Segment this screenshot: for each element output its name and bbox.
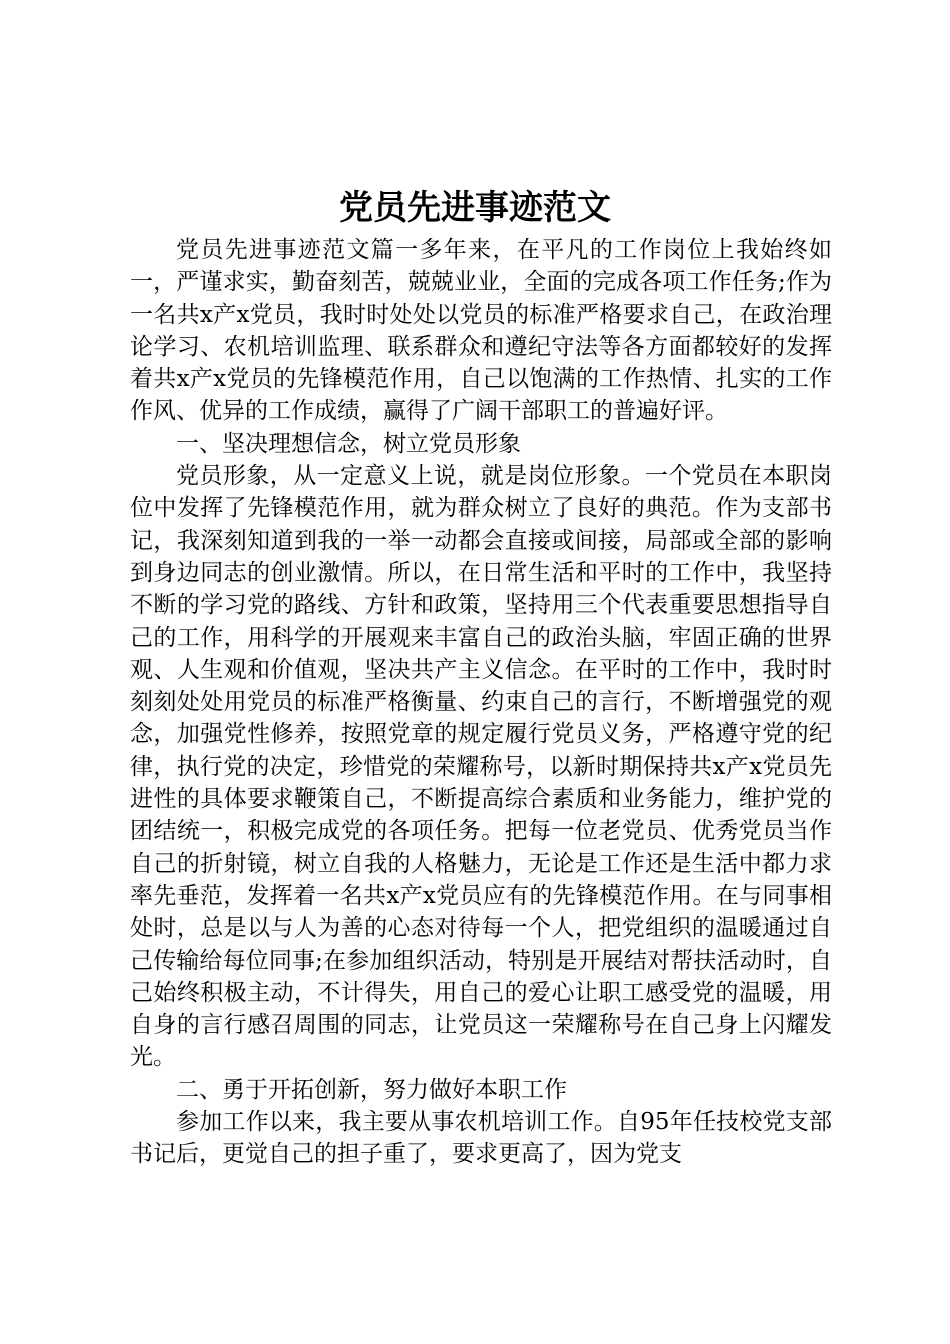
paragraph-section-1: 党员形象，从一定意义上说，就是岗位形象。一个党员在本职岗位中发挥了先锋模范作用，就为群众树立了良好的典范。作为支部书记，我深刻知道到我的一举一动都会直接或间接，局部或全部的影响到身边同志的创业激情。所以，在日常生活和平时的工作中，我坚持不断的学习党的路线、方针和政策，坚持用三个代表重要思想指导自己的工作，用科学的开展观来丰富自己的政治头脑，牢固正确的世界观、人生观和价值观，坚决共产主义信念。在平时的工作中，我时时刻刻处处用党员的标准严格衡量、约束自己的言行，不断增强党的观念，加强党性修养，按照党章的规定履行党员义务，严格遵守党的纪律，执行党的决定，珍惜党的荣耀称号，以新时期保持共x产x党员先进性的具体要求鞭策自己，不断提高综合素质和业务能力，维护党的团结统一，积极完成党的各项任务。把每一位老党员、优秀党员当作自己的折射镜，树立自我的人格魅力，无论是工作还是生活中都力求率先垂范，发挥着一名共x产x党员应有的先锋模范作用。在与同事相处时，总是以与人为善的心态对待每一个人，把党组织的温暖通过自己传输给每位同事;在参加组织活动，特别是开展结对帮扶活动时，自己始终积极主动，不计得失，用自己的爱心让职工感受党的温暖，用自身的言行感召周围的同志，让党员这一荣耀称号在自己身上闪耀发光。 [130,463,832,1071]
paragraph-intro: 党员先进事迹范文篇一多年来，在平凡的工作岗位上我始终如一，严谨求实，勤奋刻苦，兢兢业业，全面的完成各项工作任务;作为一名共x产x党员，我时时处处以党员的标准严格要求自己，在政治理论学习、农机培训监理、联系群众和遵纪守法等各方面都较好的发挥着共x产x党员的先锋模范作用，自己以饱满的工作热情、扎实的工作作风、优异的工作成绩，赢得了广阔干部职工的普遍好评。 [130,237,832,425]
document-title: 党员先进事迹范文 [339,188,611,228]
paragraph-section-2: 参加工作以来，我主要从事农机培训工作。自95年任技校党支部书记后，更觉自己的担子重了，要求更高了，因为党支 [130,1109,832,1168]
section-heading-2: 二、勇于开拓创新，努力做好本职工作 [176,1076,567,1103]
section-heading-1: 一、坚决理想信念，树立党员形象 [176,430,521,457]
document-body [130,234,832,1171]
